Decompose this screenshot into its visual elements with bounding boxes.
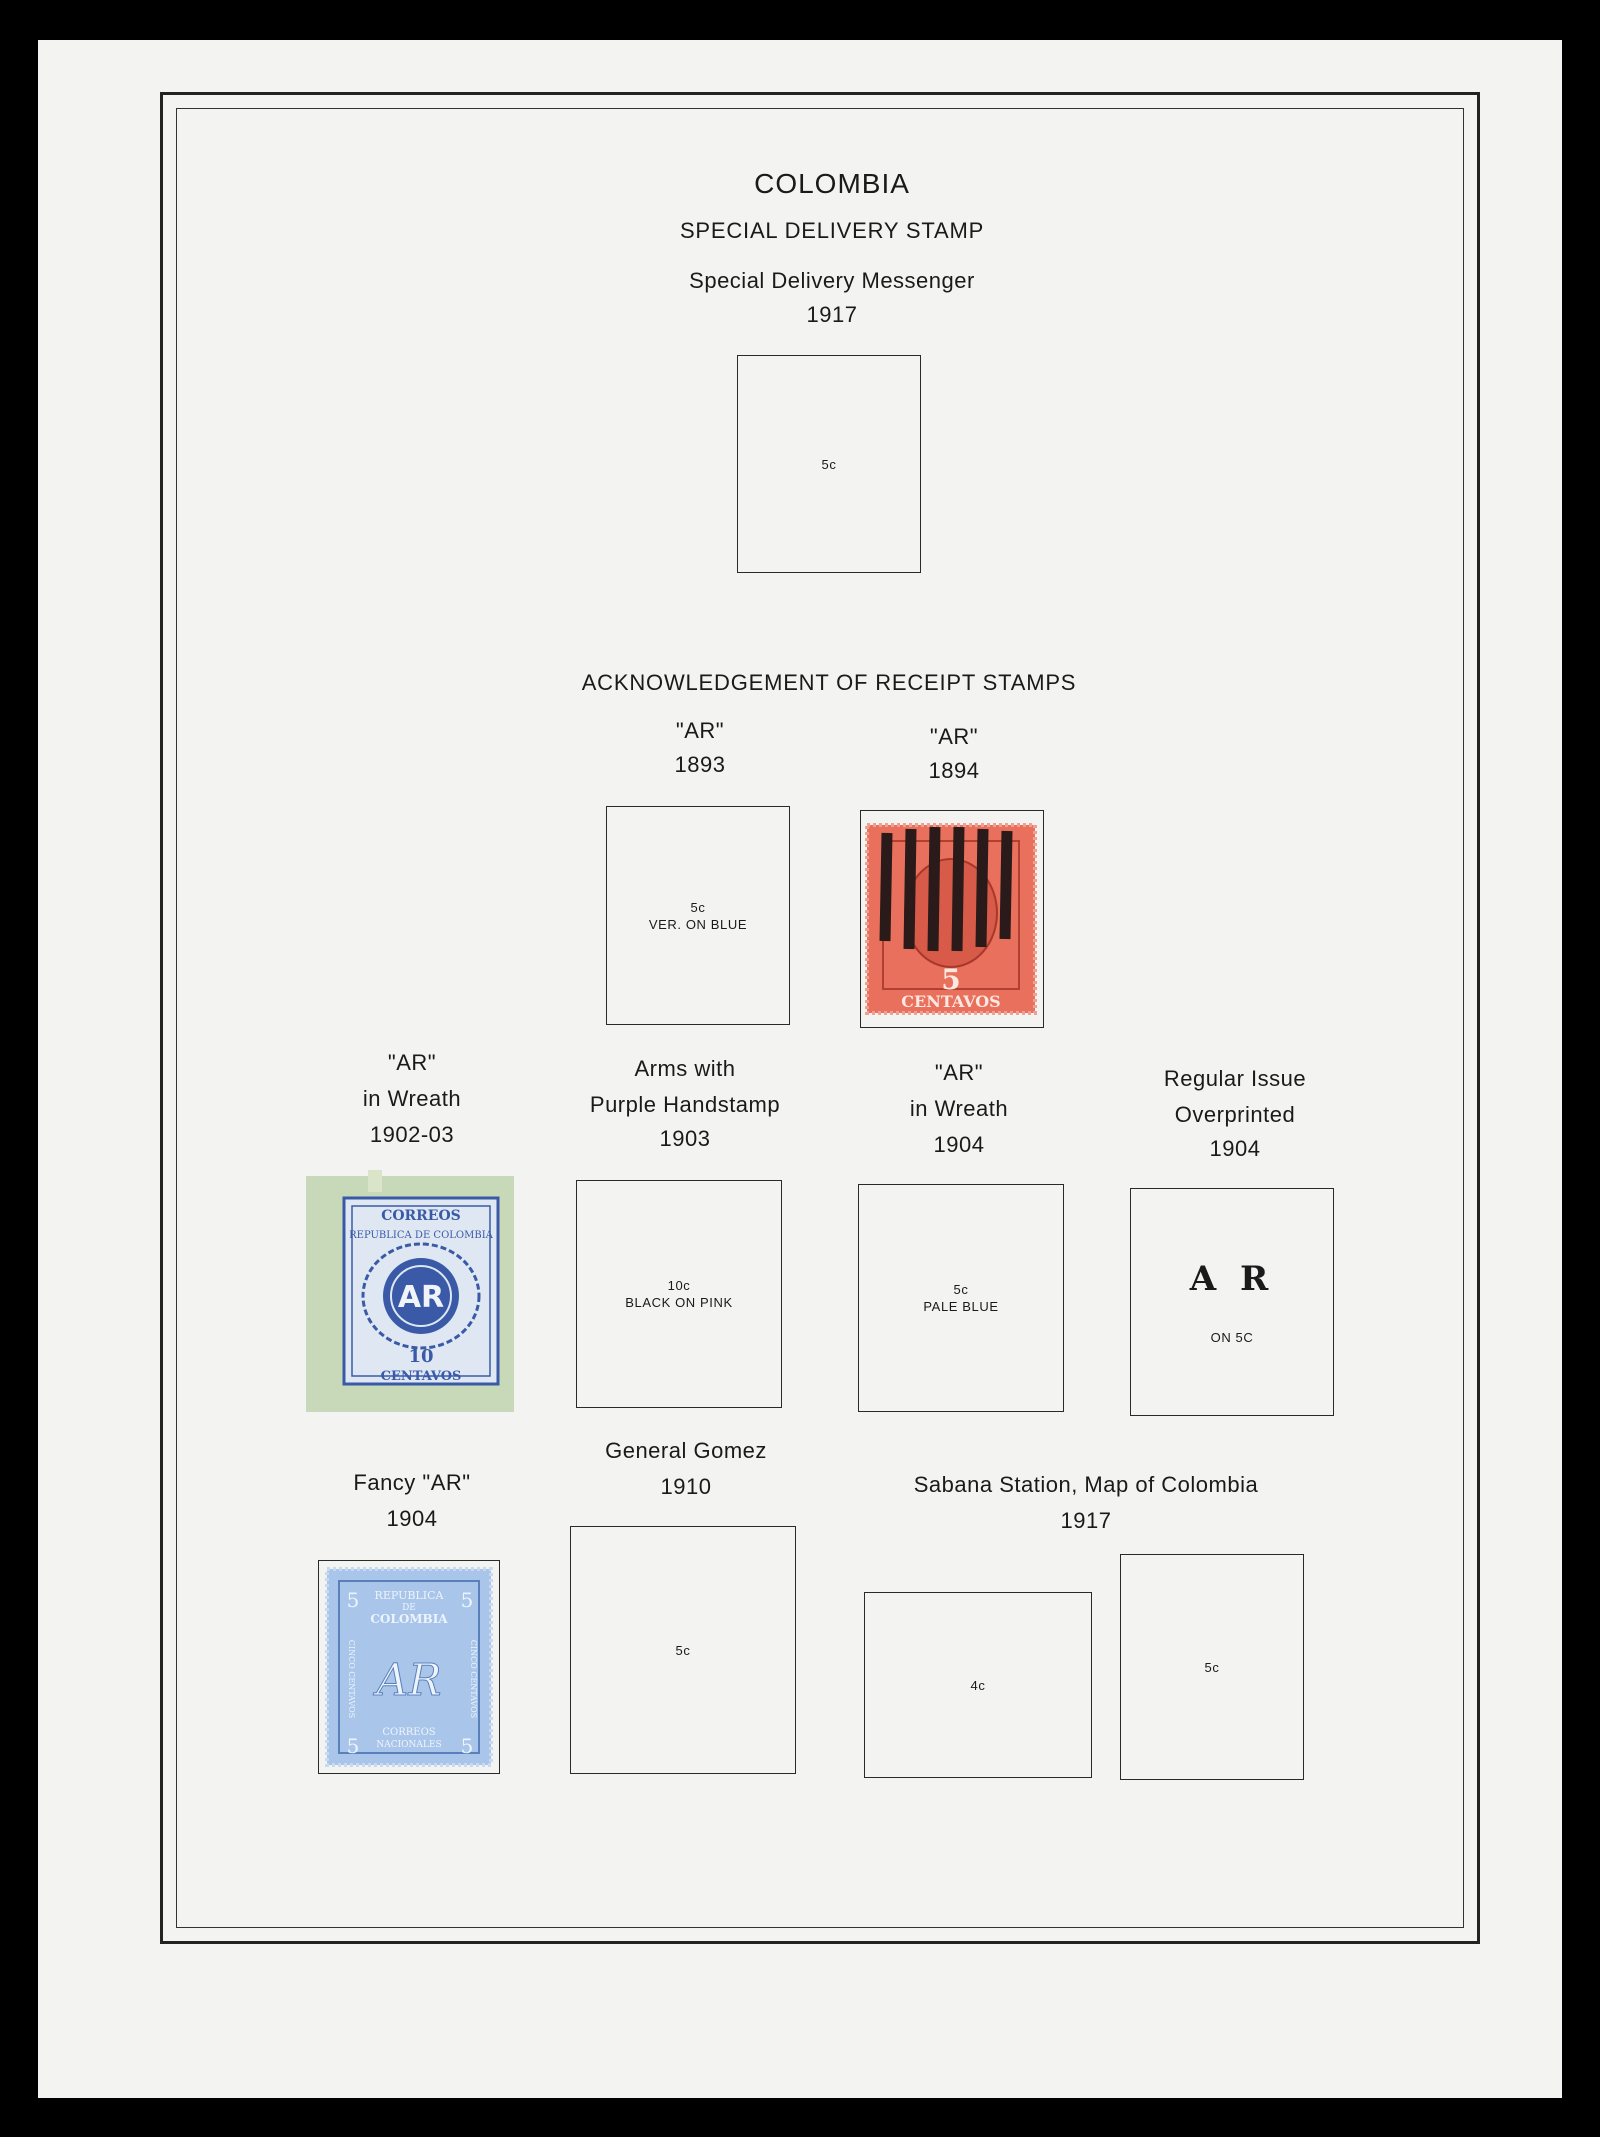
stamp-denomination: 5 (460, 1588, 474, 1612)
blue-ar-wreath-stamp-1902 (306, 1170, 520, 1426)
issue-title: Fancy "AR" (353, 1470, 471, 1495)
issue-title: "AR" (929, 724, 979, 749)
stamp-description: VER. ON BLUE (648, 916, 748, 932)
stamp-top-text: REPUBLICA (374, 1589, 444, 1602)
issue-title: Special Delivery Messenger (689, 268, 975, 293)
stamp-denomination: 10 (408, 1346, 434, 1367)
issue-year: 1910 (660, 1474, 712, 1499)
stamp-denomination: 5 (460, 1734, 474, 1758)
red-ar-stamp-1894 (863, 821, 1039, 1017)
stamp-space (606, 806, 790, 1025)
issue-year: 1893 (674, 752, 726, 777)
issue-year: 1904 (933, 1132, 985, 1157)
stamp-space (570, 1526, 796, 1774)
page-title: COLOMBIA (754, 168, 910, 199)
stamp-value: 5c (821, 456, 837, 472)
issue-subtitle: in Wreath (362, 1086, 462, 1111)
stamp-top-text: DE (402, 1603, 416, 1613)
stamp-description: BLACK ON PINK (625, 1295, 733, 1310)
issue-year: 1904 (386, 1506, 438, 1531)
stamp-country-text: REPUBLICA DE COLOMBIA (349, 1230, 493, 1241)
issue-title: Sabana Station, Map of Colombia (913, 1472, 1259, 1497)
issue-subtitle: Overprinted (1174, 1102, 1296, 1127)
stamp-space (737, 355, 921, 573)
stamp-space (864, 1592, 1092, 1778)
stamp-space (576, 1180, 782, 1408)
blue-fancy-ar-stamp-1904 (325, 1567, 493, 1767)
issue-year: 1904 (1209, 1136, 1261, 1161)
stamp-space (1130, 1188, 1334, 1416)
binder-hole (0, 1018, 30, 1070)
stamp-value: 10c (667, 1278, 691, 1293)
issue-year: 1903 (659, 1126, 711, 1151)
issue-subtitle: Purple Handstamp (589, 1092, 781, 1117)
issue-subtitle: in Wreath (909, 1096, 1009, 1121)
section-heading: ACKNOWLEDGEMENT OF RECEIPT STAMPS (581, 670, 1077, 695)
stamp-value: 4c (970, 1677, 986, 1693)
issue-title: "AR" (675, 718, 725, 743)
stamp-space (1120, 1554, 1304, 1780)
stamp-denomination: 5 (346, 1734, 360, 1758)
stamp-side-text: CINCO CENTAVOS (347, 1639, 356, 1719)
issue-title: Arms with (634, 1056, 736, 1081)
stamp-denomination: 5 (941, 963, 961, 996)
stamp-center-text: AR (397, 1280, 445, 1315)
stamp-value: 5c (953, 1282, 969, 1297)
stamp-word: CENTAVOS (901, 992, 1001, 1011)
stamp-bottom-text: CORREOS (382, 1727, 436, 1738)
issue-title: "AR" (934, 1060, 984, 1085)
stamp-side-text: CINCO CENTAVOS (469, 1639, 478, 1719)
overprint-text: A R (1189, 1258, 1275, 1299)
stamp-value: 5c (690, 899, 706, 915)
stamp-description: PALE BLUE (923, 1299, 999, 1314)
issue-year: 1902-03 (369, 1122, 455, 1147)
stamp-value: ON 5C (1210, 1329, 1254, 1345)
issue-year: 1894 (928, 758, 980, 783)
stamp-value: 5c (675, 1642, 691, 1658)
stamp-mount (860, 810, 1044, 1028)
section-heading: SPECIAL DELIVERY STAMP (679, 218, 985, 243)
stamp-bottom-text: NACIONALES (376, 1740, 442, 1750)
stamp-center-text: AR (376, 1655, 442, 1706)
stamp-top-text: COLOMBIA (370, 1612, 448, 1626)
issue-title: Regular Issue (1163, 1066, 1307, 1091)
stamp-denomination: 5 (346, 1588, 360, 1612)
stamp-top-text: CORREOS (381, 1208, 461, 1224)
stamp-value: 5c (1204, 1659, 1220, 1675)
issue-year: 1917 (806, 302, 858, 327)
issue-year: 1917 (1060, 1508, 1112, 1533)
stamp-word: CENTAVOS (380, 1369, 462, 1384)
stamp-mount (318, 1560, 500, 1774)
stamp-space (858, 1184, 1064, 1412)
issue-title: General Gomez (605, 1438, 767, 1463)
issue-title: "AR" (387, 1050, 437, 1075)
